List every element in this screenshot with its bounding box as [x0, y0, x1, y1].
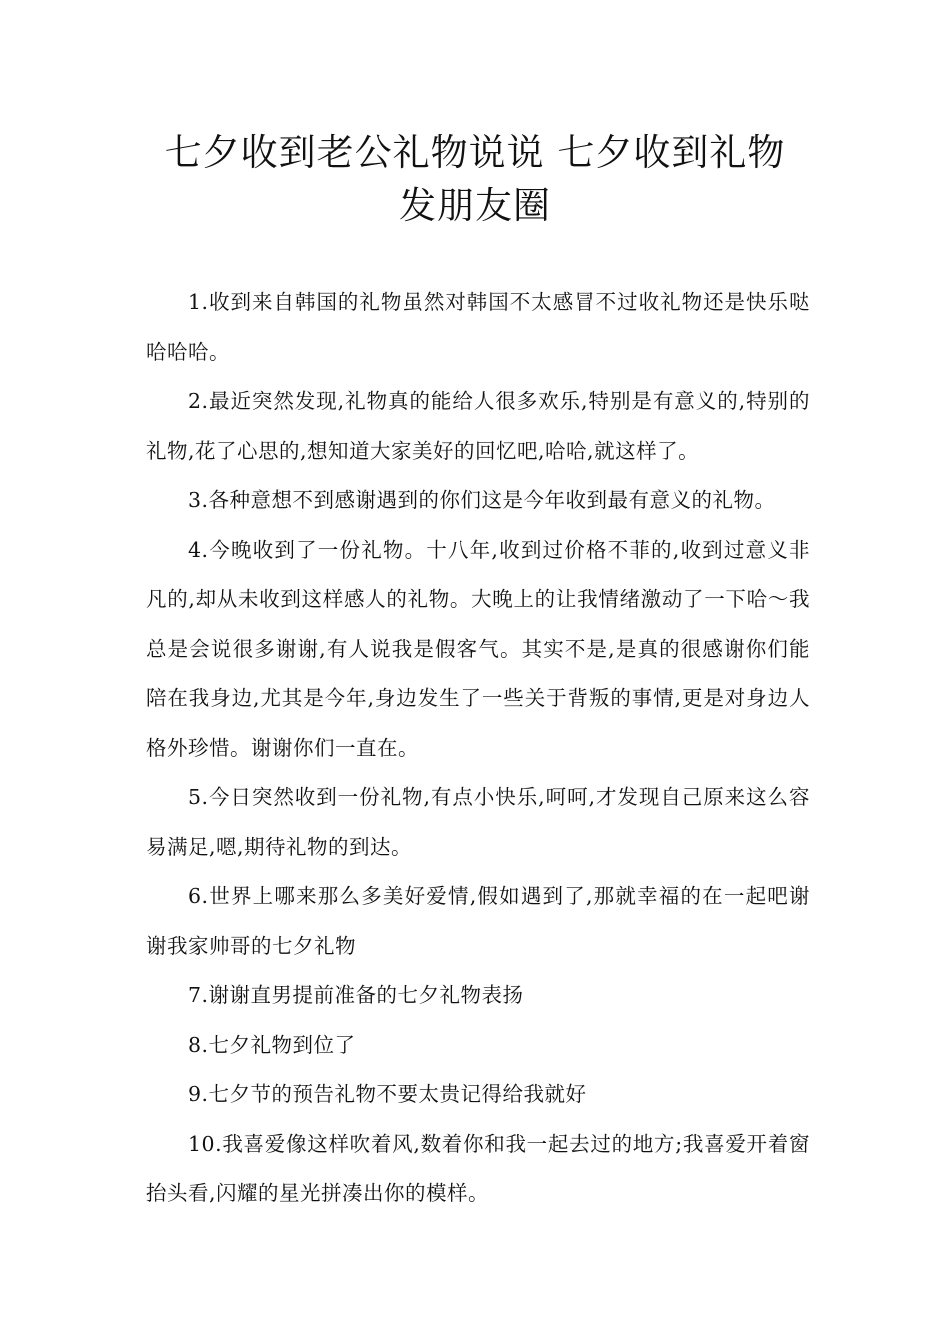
paragraph-5: 5.今日突然收到一份礼物,有点小快乐,呵呵,才发现自己原来这么容易满足,嗯,期待礼物的到达。	[146, 785, 810, 859]
paragraph-2: 2.最近突然发现,礼物真的能给人很多欢乐,特别是有意义的,特别的礼物,花了心思的,想知道大家美好的回忆吧,哈哈,就这样了。	[146, 389, 810, 463]
paragraph-1: 1.收到来自韩国的礼物虽然对韩国不太感冒不过收礼物还是快乐哒哈哈哈。	[146, 290, 810, 364]
paragraph-10: 10.我喜爱像这样吹着风,数着你和我一起去过的地方;我喜爱开着窗抬头看,闪耀的星光拼凑出你的模样。	[146, 1131, 810, 1205]
document-body	[146, 278, 810, 1219]
paragraph-7: 7.谢谢直男提前准备的七夕礼物表扬	[188, 983, 524, 1007]
paragraph-6: 6.世界上哪来那么多美好爱情,假如遇到了,那就幸福的在一起吧谢谢我家帅哥的七夕礼物	[146, 884, 810, 958]
title-line-1: 七夕收到老公礼物说说 七夕收到礼物	[164, 131, 786, 174]
paragraph-4: 4.今晚收到了一份礼物。十八年,收到过价格不菲的,收到过意义非凡的,却从未收到这样感人的礼物。大晚上的让我情绪激动了一下哈～我总是会说很多谢谢,有人说我是假客气。其实不是,是真的很感谢你们能陪在我身边,尤其是今年,身边发生了一些关于背叛的事情,更是对身边人格外珍惜。谢谢你们一直在。	[146, 537, 810, 760]
page-title	[120, 126, 830, 232]
paragraph-8: 8.七夕礼物到位了	[188, 1032, 356, 1057]
paragraph-3: 3.各种意想不到感谢遇到的你们这是今年收到最有意义的礼物。	[188, 488, 776, 512]
paragraph-9: 9.七夕节的预告礼物不要太贵记得给我就好	[188, 1082, 587, 1106]
title-line-2: 发朋友圈	[399, 184, 551, 227]
